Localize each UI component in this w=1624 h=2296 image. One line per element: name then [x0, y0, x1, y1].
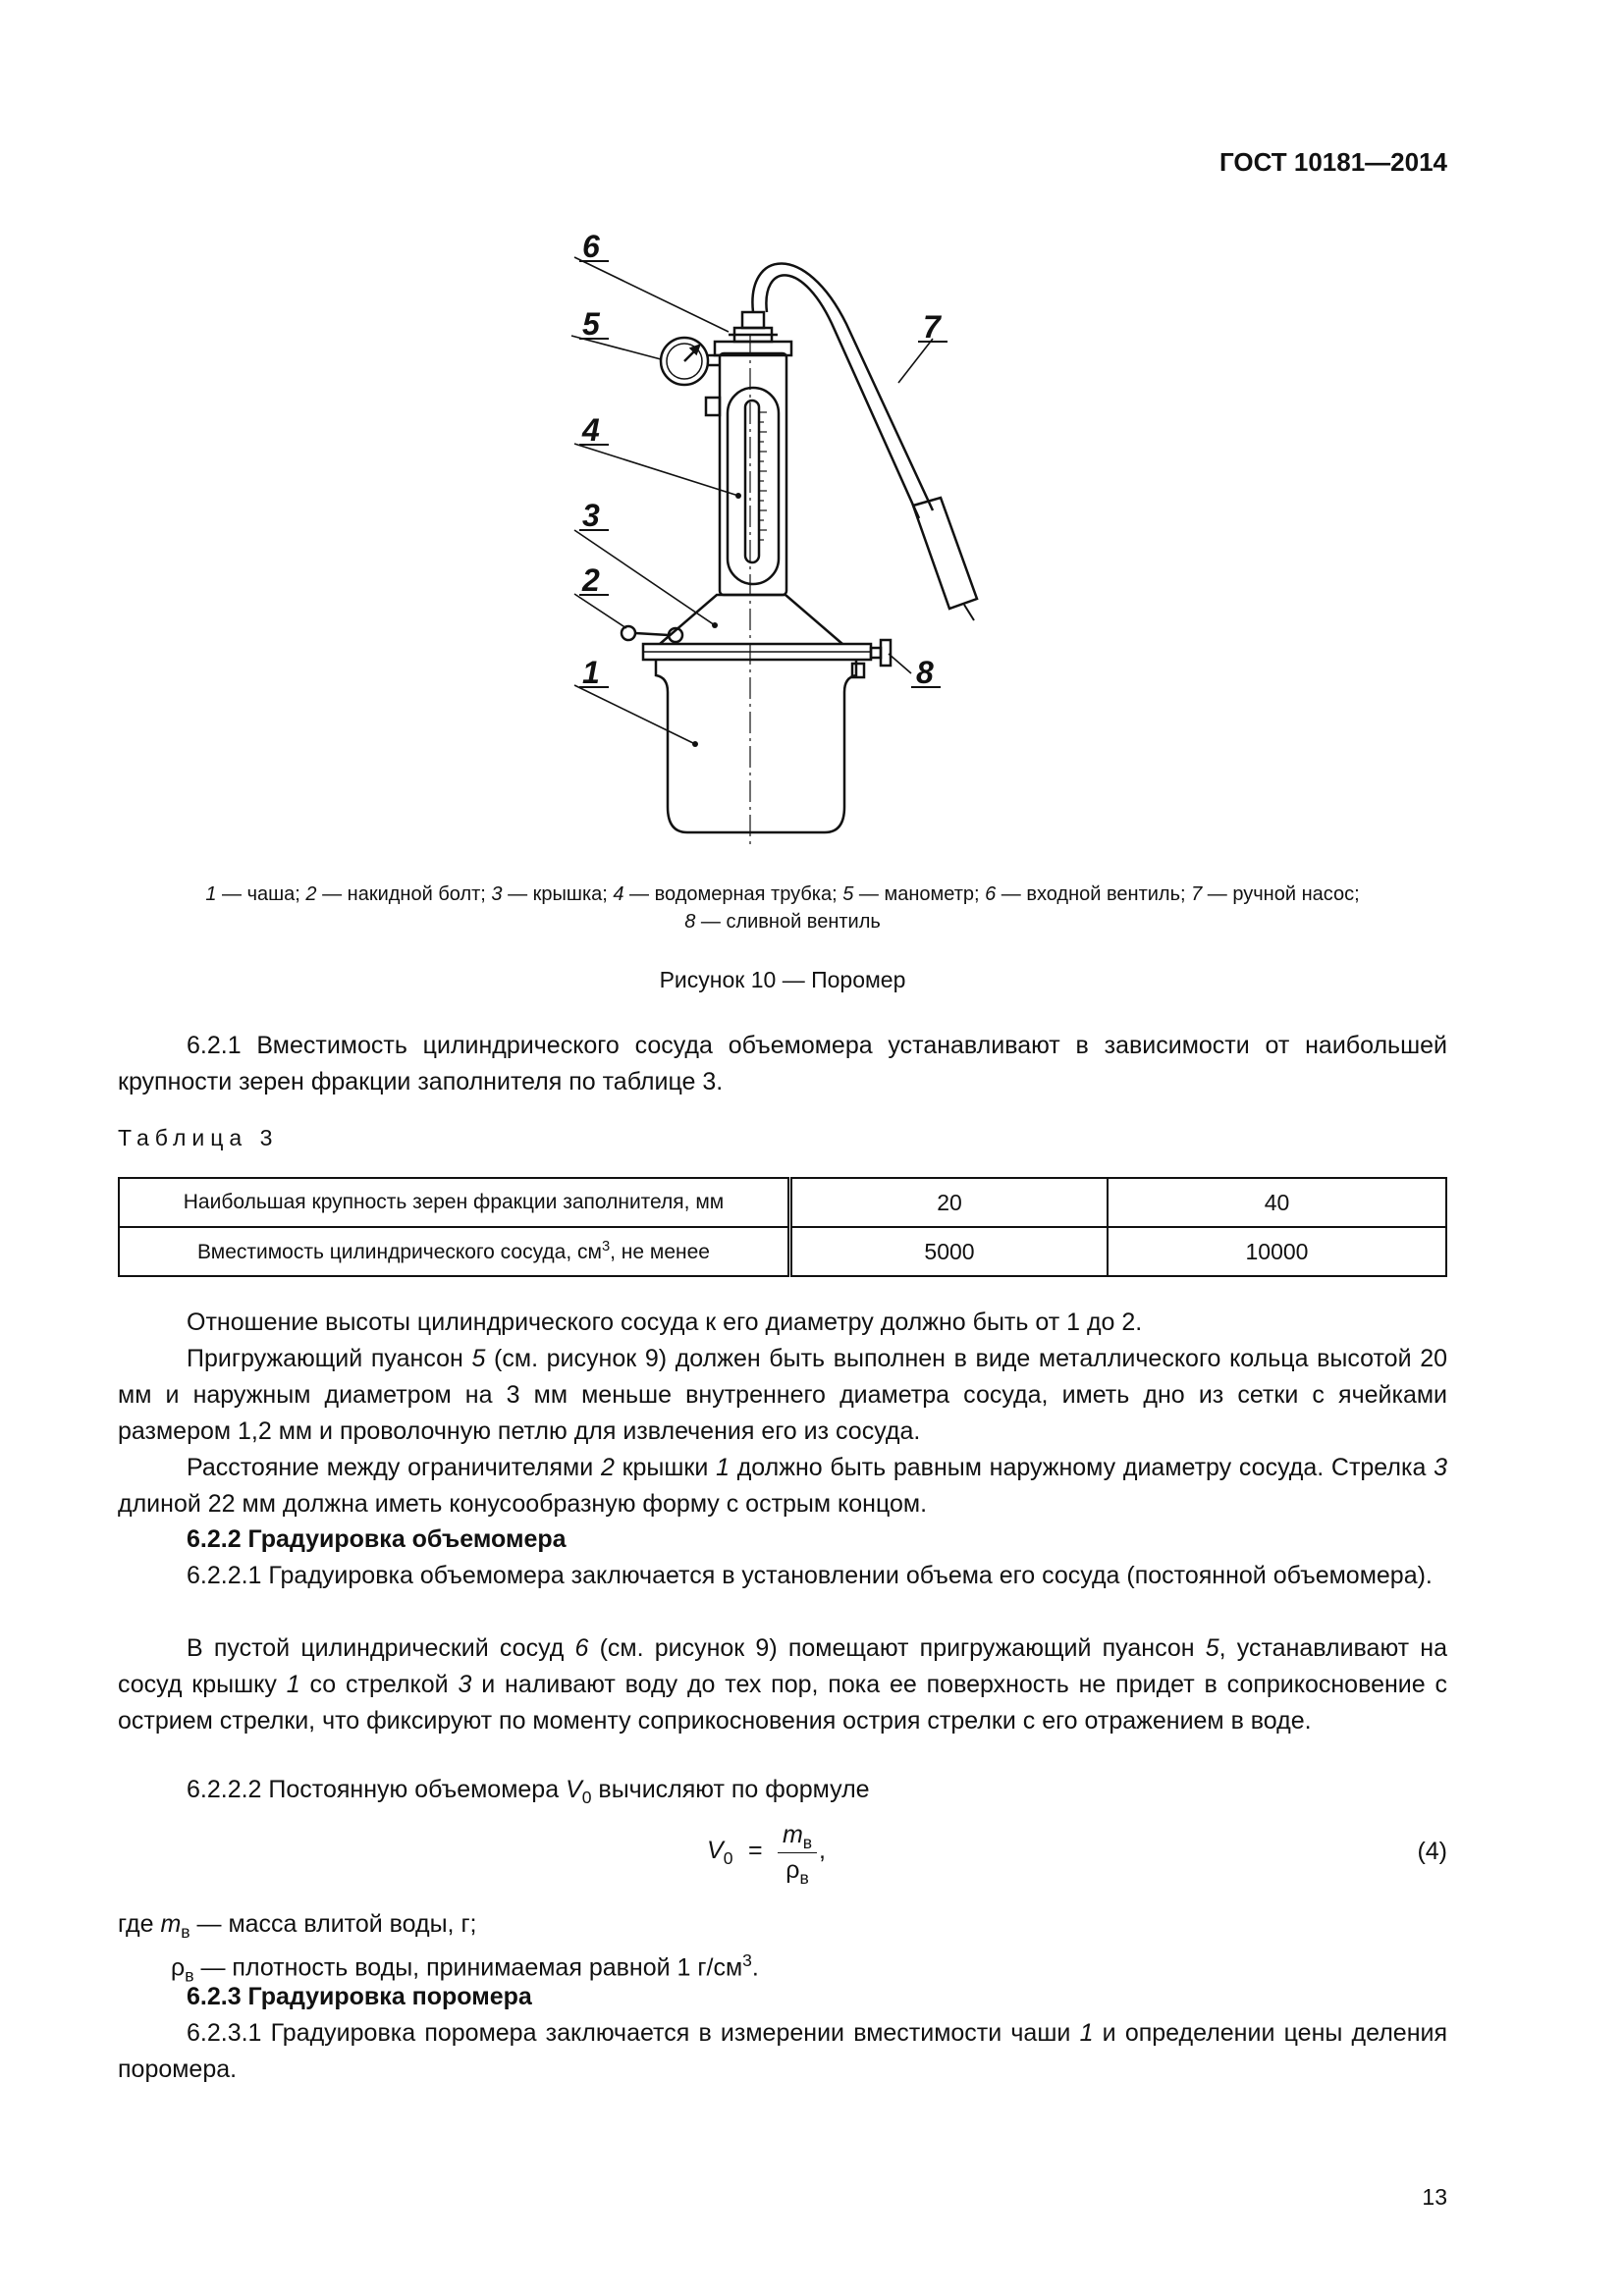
cover-cone: [660, 595, 842, 644]
paragraph-6-2-2-1: 6.2.2.1 Градуировка объемомера заключается в установлении объема его сосуда (постоянной объемомера).: [187, 1562, 1433, 1589]
bowl: [656, 660, 856, 832]
paragraph-punch: Пригружающий пуансон 5 (см. рисунок 9) должен быть выполнен в виде металлического кольца высотой 20 мм и наружным диаметром на 3 мм меньше внутреннего диаметра сосуда, иметь дно из сетки с ячейками размером 1,2 мм и проволочную петлю для извлечения его из сосуда.: [118, 1345, 1447, 1445]
callout-7: 7: [923, 309, 941, 345]
heading-6-2-3: 6.2.3 Градуировка поромера: [187, 1983, 532, 2010]
clamp-bolt: [622, 626, 635, 640]
table-cell: 40: [1108, 1178, 1446, 1227]
table-cell: 10000: [1108, 1227, 1446, 1276]
inlet-valve: [742, 312, 764, 328]
callout-3: 3: [582, 498, 600, 533]
table-3: [118, 1177, 1447, 1277]
callout-2: 2: [582, 562, 600, 598]
where-m: где $m_в$ — масса влитой воды, г;: [118, 1910, 477, 1942]
paragraph-distance: Расстояние между ограничителями 2 крышки 1 должно быть равным наружному диаметру сосуда. Стрелка 3 длиной 22 мм должна иметь конусообразную форму с острым концом.: [118, 1454, 1447, 1518]
paragraph-6-2-2-2: 6.2.2.2 Постоянную объемомера $V_0$ вычисляют по формуле: [187, 1776, 870, 1807]
formula-4: $V_0$ = $m_в$ $\rho_в$ ,: [707, 1821, 826, 1888]
heading-6-2-2: 6.2.2 Градуировка объемомера: [187, 1525, 567, 1553]
porometer-figure: [550, 221, 1001, 859]
table-cell: 5000: [790, 1227, 1109, 1276]
table-cell: 20: [790, 1178, 1109, 1227]
figure-legend: 1 — чаша; 2 — накидной болт; 3 — крышка; 4 — водомерная трубка; 5 — манометр; 6 — входной вентиль; 7 — ручной насос; 8 — сливной вентиль: [205, 883, 1360, 933]
page-number: 13: [1422, 2184, 1447, 2210]
callout-8: 8: [916, 655, 934, 690]
paragraph-empty-vessel: В пустой цилиндрический сосуд 6 (см. рисунок 9) помещают пригружающий пуансон 5, устанавливают на сосуд крышку 1 со стрелкой 3 и наливают воду до тех пор, пока ее поверхность не придет в соприкосновение с острием стрелки, что фиксируют по моменту соприкосновения острия стрелки с его отражением в воде.: [118, 1634, 1448, 1735]
figure-title: Рисунок 10 — Поромер: [659, 967, 906, 992]
equation-number: (4): [1417, 1838, 1447, 1865]
water-gauge-tube: [745, 400, 759, 562]
table-cell: Вместимость цилиндрического сосуда, $см^3$, не менее: [119, 1227, 790, 1276]
table-cell: Наибольшая крупность зерен фракции заполнителя, мм: [119, 1178, 790, 1227]
standard-header: ГОСТ 10181—2014: [1219, 147, 1447, 177]
paragraph-6-2-1: 6.2.1 Вместимость цилиндрического сосуда объемомера устанавливают в зависимости от наибольшей крупности зерен фракции заполнителя по таблице 3.: [118, 1032, 1447, 1095]
paragraph-6-2-3-1: 6.2.3.1 Градуировка поромера заключается в измерении вместимости чаши 1 и определении цены деления поромера.: [118, 2019, 1447, 2083]
paragraph-ratio: Отношение высоты цилиндрического сосуда к его диаметру должно быть от 1 до 2.: [187, 1308, 1143, 1336]
callout-5: 5: [582, 306, 600, 342]
gauge-window: [728, 388, 779, 584]
callout-4: 4: [582, 412, 600, 448]
callout-1: 1: [582, 655, 600, 690]
table-row: [119, 1178, 1446, 1227]
hand-pump: [913, 498, 977, 609]
table-title: Таблица 3: [118, 1125, 279, 1150]
callout-6: 6: [582, 229, 600, 264]
where-rho: $\rho_в$ — плотность воды, принимаемая равной 1 $г/см^3$.: [171, 1950, 759, 1986]
tube-housing: [720, 353, 786, 595]
table-row: [119, 1227, 1446, 1276]
